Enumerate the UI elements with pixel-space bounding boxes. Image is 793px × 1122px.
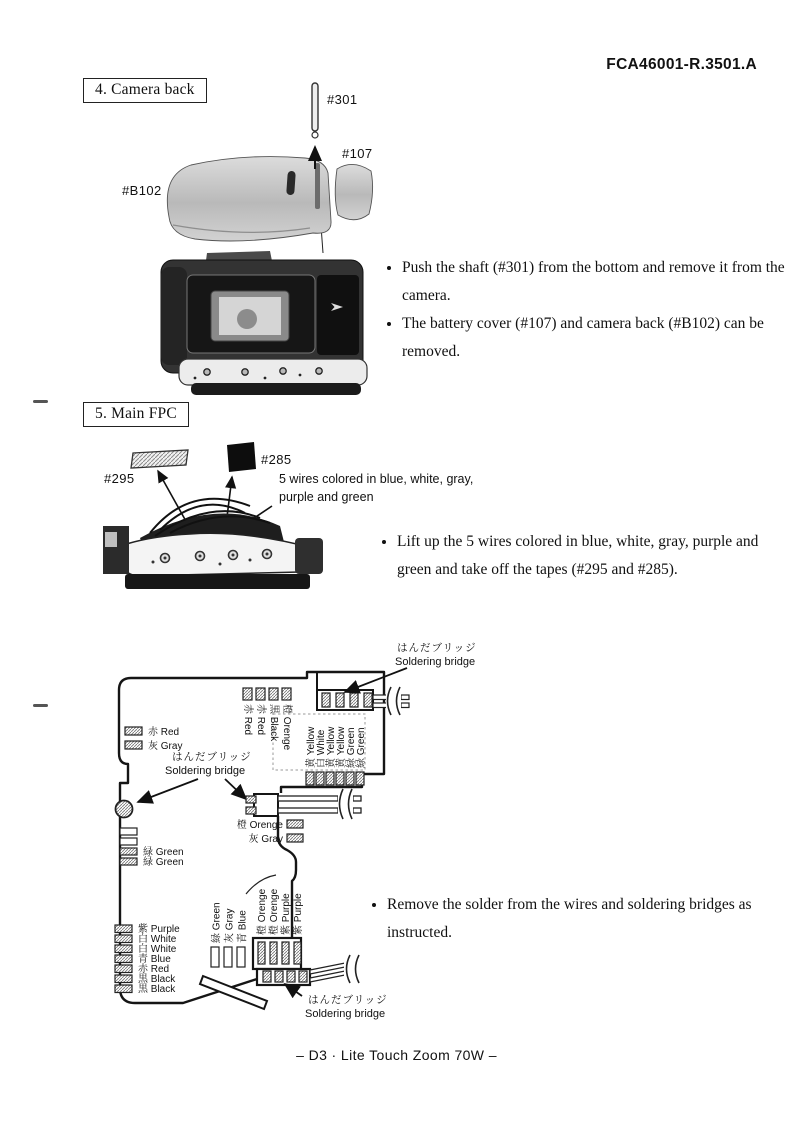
pad-label: 黒 Black bbox=[138, 984, 176, 995]
top-pad-group bbox=[242, 688, 294, 751]
pad-label: 赤 Red bbox=[242, 704, 253, 736]
pad-label: 白 White bbox=[138, 934, 177, 945]
bridge-label-jp: はんだブリッジ bbox=[308, 994, 388, 1006]
margin-mark bbox=[33, 400, 48, 403]
pad-label: 赤 Red bbox=[148, 727, 180, 738]
bridge-label-jp: はんだブリッジ bbox=[172, 751, 252, 763]
bullet-item: • Lift up the 5 wires colored in blue, white, gray, purple and green and take off the tapes (#295 and #285). bbox=[397, 528, 791, 584]
wire-break bbox=[344, 955, 360, 984]
mid-pad-group bbox=[237, 818, 303, 845]
main-fpc-figure bbox=[95, 438, 360, 628]
cover-hinge bbox=[315, 163, 320, 209]
pad-label: 黒 Black bbox=[268, 704, 279, 742]
fpc-wiring-diagram bbox=[95, 618, 477, 1048]
pad-label: 赤 Red bbox=[138, 964, 170, 975]
section5-bullets bbox=[380, 528, 791, 584]
left-pad-group bbox=[125, 725, 182, 752]
bridge-arrow bbox=[225, 779, 246, 799]
page-footer: – D3 · Lite Touch Zoom 70W – bbox=[296, 1047, 497, 1063]
tape-285 bbox=[227, 442, 256, 472]
pad-label: 橙 Orenge bbox=[236, 820, 283, 831]
pad-label: 橙 Orenge bbox=[257, 888, 268, 935]
section4-title: 4. Camera back bbox=[95, 81, 195, 98]
section5-title-box bbox=[83, 402, 189, 427]
bridge-label-en: Soldering bridge bbox=[305, 1008, 386, 1020]
pad-label: 緑 Green bbox=[143, 857, 184, 868]
wires-note-line1: 5 wires colored in blue, white, gray, bbox=[279, 472, 474, 486]
pad-label: 緑 Green bbox=[211, 902, 223, 943]
bridge-pad-circle bbox=[116, 801, 133, 818]
bridge-label-en: Soldering bridge bbox=[395, 656, 476, 668]
pad-label: 白 White bbox=[138, 944, 177, 955]
pad-label: 灰 Gray bbox=[148, 741, 183, 752]
pad-label: 黄 Yellow bbox=[306, 726, 317, 768]
wire-connector-middle bbox=[246, 789, 361, 819]
camera-bottom-art bbox=[103, 499, 323, 589]
pad-label: 緑 Green bbox=[346, 727, 357, 768]
pad-label: 緑 Green bbox=[356, 727, 367, 768]
pad-label: 灰 Gray bbox=[224, 908, 236, 943]
soldering-bridge-top bbox=[317, 642, 477, 715]
pad-label: 橙 Orenge bbox=[269, 888, 280, 935]
doc-number: FCA46001-R.3501.A bbox=[606, 56, 757, 73]
bullet-item: • The battery cover (#107) and camera back (#B102) can be removed. bbox=[402, 310, 786, 366]
tape-295 bbox=[131, 450, 188, 468]
pad-label: 橙 Orenge bbox=[281, 704, 292, 751]
tape-285-label: #285 bbox=[261, 452, 292, 467]
right-pad-group bbox=[304, 726, 367, 785]
cover-slot bbox=[286, 171, 296, 195]
bottom-left-pad-group bbox=[115, 922, 180, 995]
shaft-art bbox=[312, 83, 318, 169]
pad-label: 紫 Purple bbox=[138, 924, 180, 935]
soldering-bridge-middle bbox=[116, 751, 252, 818]
pad-label: 青 Blue bbox=[237, 910, 249, 943]
camera-body-art bbox=[161, 251, 367, 395]
part-label-camera-back: #B102 bbox=[122, 183, 162, 198]
pad-label: 青 Blue bbox=[138, 954, 171, 965]
bridge-label-jp: はんだブリッジ bbox=[397, 642, 477, 654]
pad-label: 緑 Green bbox=[143, 847, 184, 858]
pad-label: 灰 Gray bbox=[248, 834, 283, 845]
pad-label: 白 White bbox=[316, 729, 327, 768]
part-label-shaft: #301 bbox=[327, 92, 358, 107]
pad-label: 黄 Yellow bbox=[336, 726, 347, 768]
wire-break bbox=[386, 687, 401, 715]
margin-mark bbox=[33, 704, 48, 707]
wires-note-line2: purple and green bbox=[279, 490, 374, 504]
battery-cover-art bbox=[335, 164, 372, 219]
pad-label: 赤 Red bbox=[255, 704, 266, 736]
bullet-item: • Push the shaft (#301) from the bottom and remove it from the camera. bbox=[402, 254, 786, 310]
bridge-label-en: Soldering bridge bbox=[165, 765, 246, 777]
bottom-connector bbox=[253, 888, 360, 985]
green-pad-group bbox=[120, 828, 184, 868]
pad-label: 紫 Purple bbox=[281, 893, 292, 935]
tape-295-label: #295 bbox=[104, 471, 135, 486]
bridge-arrow bbox=[138, 779, 198, 802]
pad-label: 黒 Black bbox=[138, 974, 176, 985]
part-label-battery-cover: #107 bbox=[342, 146, 373, 161]
camera-back-exploded-diagram bbox=[95, 75, 395, 397]
pad-label: 黄 Yellow bbox=[326, 726, 337, 768]
wire-break bbox=[338, 789, 353, 819]
soldering-bridge-bottom bbox=[285, 984, 388, 1020]
bullet-item: • Remove the solder from the wires and soldering bridges as instructed. bbox=[387, 891, 793, 947]
camera-back-cover-art bbox=[167, 157, 331, 241]
section5-title: 5. Main FPC bbox=[95, 405, 177, 422]
pad-label: 紫 Purple bbox=[293, 893, 304, 935]
section4-bullets bbox=[385, 254, 786, 366]
